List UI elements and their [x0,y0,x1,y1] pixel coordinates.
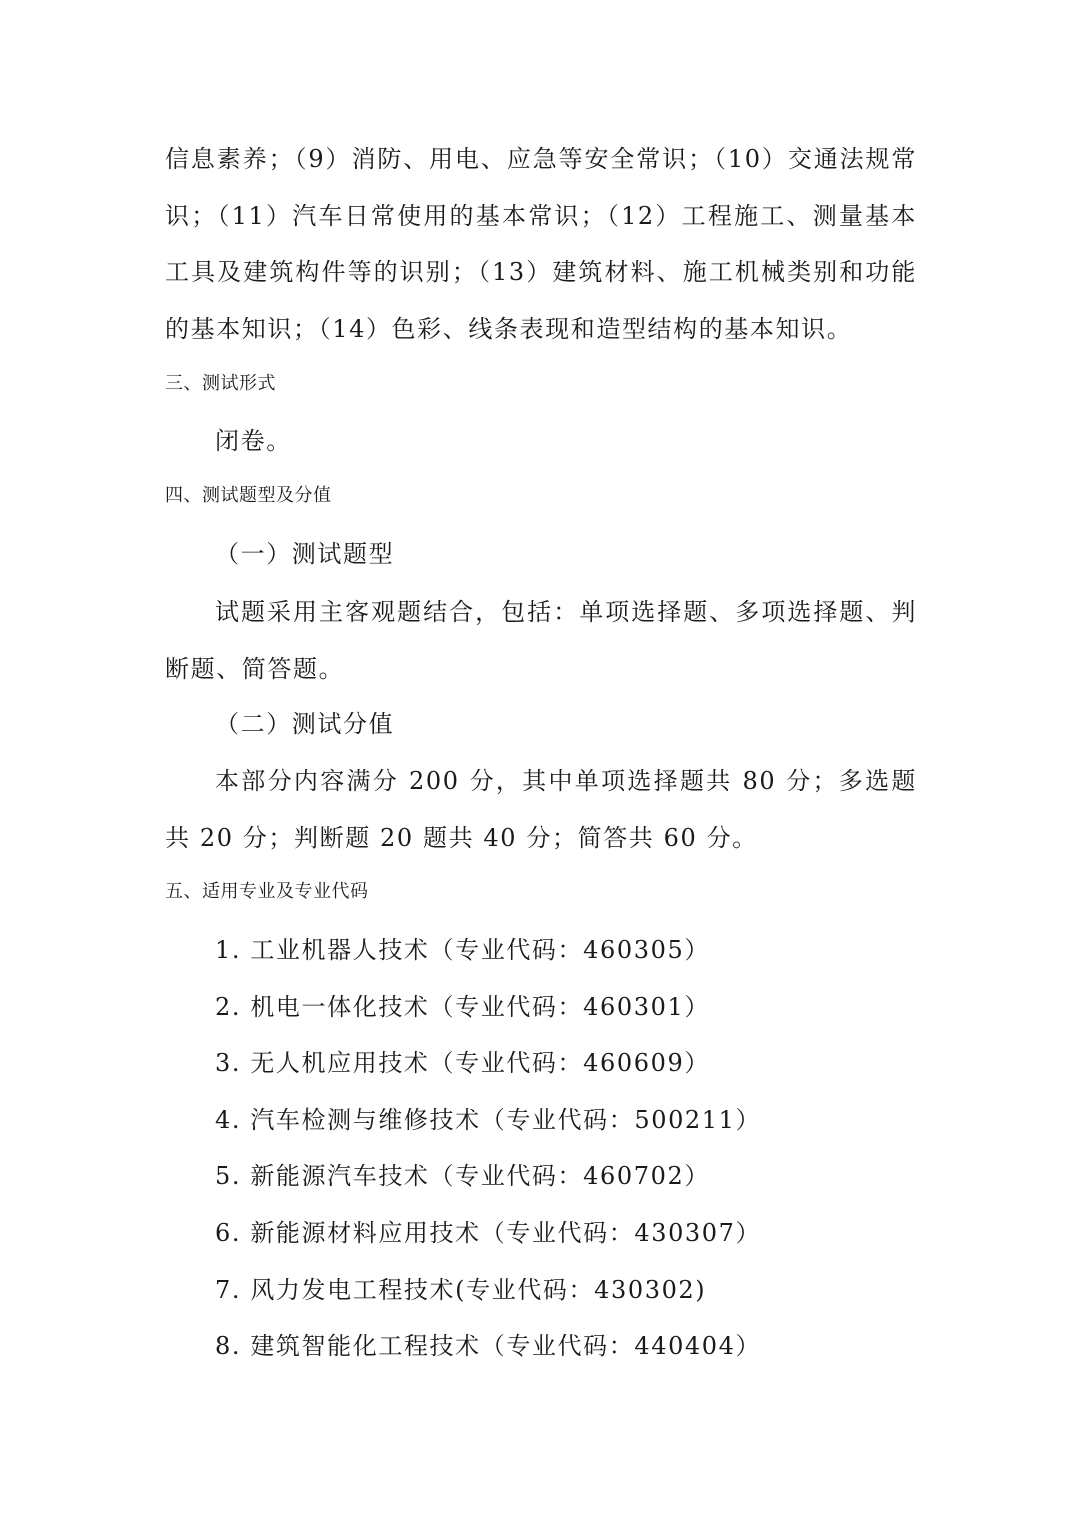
list-item: 7. 风力发电工程技术(专业代码：430302) [215,1275,707,1304]
list-item: 4. 汽车检测与维修技术（专业代码：500211） [215,1105,762,1134]
section-4-sub2-heading: （二）测试分值 [215,710,395,738]
list-item: 6. 新能源材料应用技术（专业代码：430307） [215,1218,762,1247]
section-4-sub1-body: 试题采用主客观题结合，包括：单项选择题、多项选择题、判断题、简答题。 [165,598,917,683]
section-3-body: 闭卷。 [215,427,292,455]
section-3-heading: 三、测试形式 [165,373,276,394]
major-list [215,930,761,1383]
list-item: 3. 无人机应用技术（专业代码：460609） [215,1049,710,1078]
section-5-heading: 五、适用专业及专业代码 [165,881,369,902]
list-item: 1. 工业机器人技术（专业代码：460305） [215,936,710,964]
section-4-sub1-heading: （一）测试题型 [215,540,395,568]
section-4-heading: 四、测试题型及分值 [165,485,332,506]
list-item: 2. 机电一体化技术（专业代码：460301） [215,992,710,1021]
section-4-sub2-body: 本部分内容满分 200 分，其中单项选择题共 80 分；多选题共 20 分；判断题 20 题共 40 分；简答共 60 分。 [165,767,917,852]
list-item: 8. 建筑智能化工程技术（专业代码：440404） [215,1332,762,1361]
intro-paragraph: 信息素养；（9）消防、用电、应急等安全常识；（10）交通法规常识；（11）汽车日常使用的基本常识；（12）工程施工、测量基本工具及建筑构件等的识别；（13）建筑材料、施工机械类别和功能的基本知识；（14）色彩、线条表现和造型结构的基本知识。 [165,145,917,344]
list-item: 5. 新能源汽车技术（专业代码：460702） [215,1162,710,1191]
